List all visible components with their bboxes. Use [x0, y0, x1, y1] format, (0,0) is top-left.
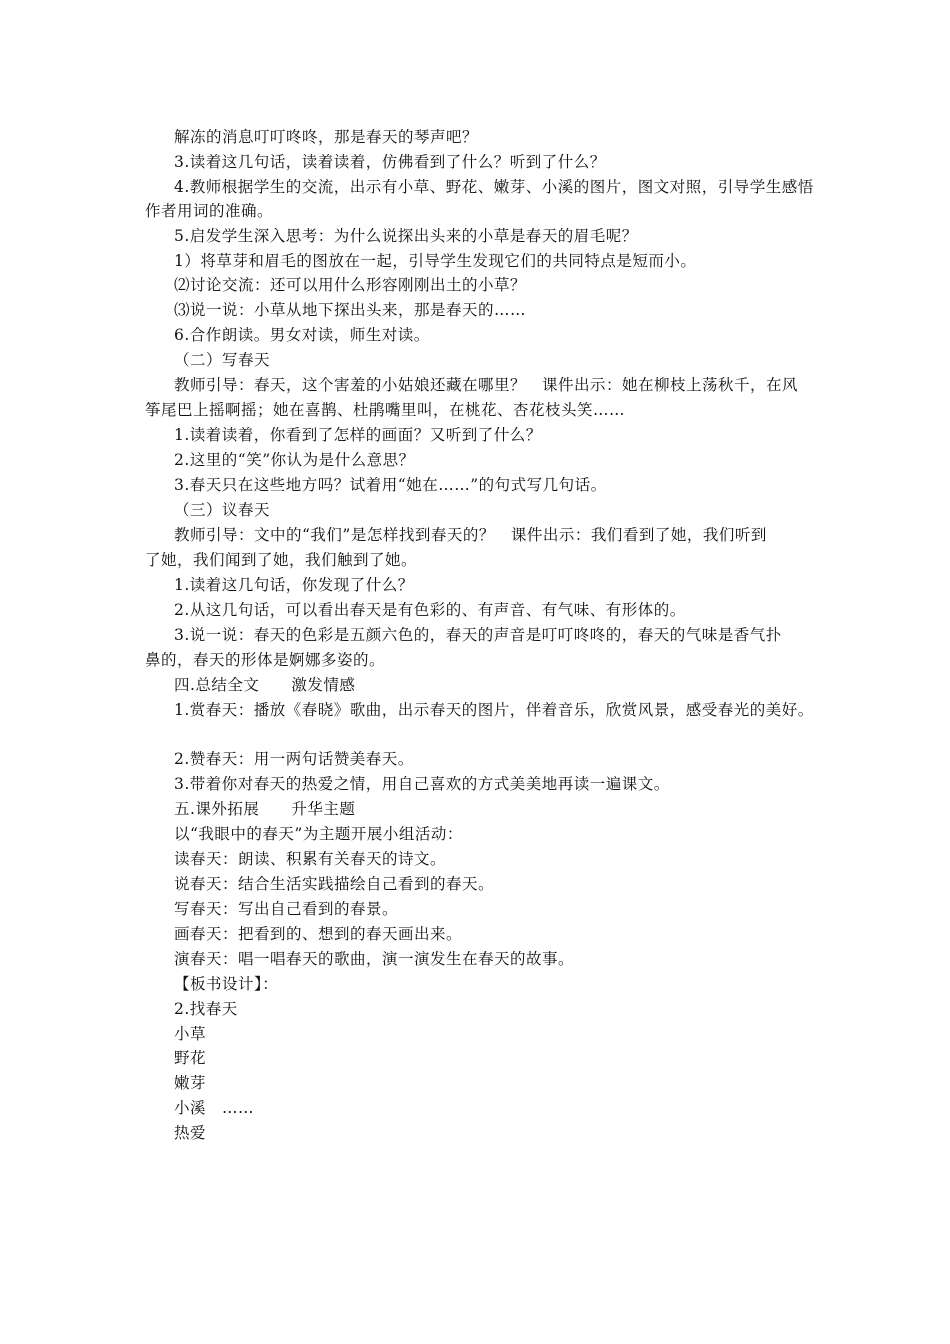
text-line: 3.春天只在这些地方吗？试着用“她在……”的句式写几句话。	[174, 476, 607, 494]
text-line: 鼻的，春天的形体是婀娜多姿的。	[145, 651, 386, 669]
text-line: 热爱	[174, 1124, 207, 1142]
text-line: 2.赞春天：用一两句话赞美春天。	[174, 750, 414, 768]
text-line: 3.读着这几句话，读着读着，仿佛看到了什么？听到了什么？	[174, 153, 606, 171]
text-line: 1.读着读着，你看到了怎样的画面？又听到了什么？	[174, 426, 542, 444]
text-line: 教师引导：文中的“我们”是怎样找到春天的？ 课件出示：我们看到了她，我们听到	[174, 526, 767, 544]
text-line: 2.找春天	[174, 1000, 238, 1018]
text-line: 说春天：结合生活实践描绘自己看到的春天。	[174, 875, 495, 893]
text-line: 以“我眼中的春天”为主题开展小组活动：	[174, 825, 463, 843]
text-line: 1）将草芽和眉毛的图放在一起，引导学生发现它们的共同特点是短而小。	[174, 252, 697, 270]
text-line: 4.教师根据学生的交流，出示有小草、野花、嫩芽、小溪的图片，图文对照，引导学生感悟	[174, 178, 814, 196]
text-line: 写春天：写出自己看到的春景。	[174, 900, 399, 918]
text-line: ⑶说一说：小草从地下探出头来，那是春天的……	[174, 301, 527, 319]
text-line: 画春天：把看到的、想到的春天画出来。	[174, 925, 463, 943]
text-line: 读春天：朗读、积累有关春天的诗文。	[174, 850, 447, 868]
section-heading: 四.总结全文 激发情感	[174, 676, 356, 694]
text-line: 1.赏春天：播放《春晓》歌曲，出示春天的图片，伴着音乐，欣赏风景，感受春光的美好。	[174, 701, 814, 719]
text-line: 2.这里的“笑”你认为是什么意思？	[174, 451, 415, 469]
text-line: 小溪 ……	[174, 1099, 255, 1117]
text-line: 作者用词的准确。	[145, 202, 274, 220]
text-line: 教师引导：春天，这个害羞的小姑娘还藏在哪里？ 课件出示：她在柳枝上荡秋千，在风	[174, 376, 799, 394]
section-heading: 【板书设计】：	[174, 975, 279, 993]
text-line: 嫩芽	[174, 1074, 207, 1092]
text-line: 5.启发学生深入思考：为什么说探出头来的小草是春天的眉毛呢？	[174, 227, 638, 245]
text-line: 2.从这几句话，可以看出春天是有色彩的、有声音、有气味、有形体的。	[174, 601, 686, 619]
text-line: 3.带着你对春天的热爱之情，用自己喜欢的方式美美地再读一遍课文。	[174, 775, 670, 793]
text-line: 筝尾巴上摇啊摇；她在喜鹊、杜鹃嘴里叫，在桃花、杏花枝头笑……	[145, 401, 626, 419]
section-heading: 五.课外拓展 升华主题	[174, 800, 356, 818]
text-line: 3.说一说：春天的色彩是五颜六色的，春天的声音是叮叮咚咚的，春天的气味是香气扑	[174, 626, 782, 644]
section-heading: （二）写春天	[174, 351, 271, 369]
text-line: 6.合作朗读。男女对读，师生对读。	[174, 326, 430, 344]
section-heading: （三）议春天	[174, 501, 271, 519]
text-line: 1.读着这几句话，你发现了什么？	[174, 576, 414, 594]
text-line: ⑵讨论交流：还可以用什么形容刚刚出土的小草？	[174, 276, 527, 294]
text-line: 了她，我们闻到了她，我们触到了她。	[145, 551, 418, 569]
text-line: 小草	[174, 1025, 207, 1043]
text-line: 演春天：唱一唱春天的歌曲，演一演发生在春天的故事。	[174, 950, 575, 968]
text-line: 解冻的消息叮叮咚咚，那是春天的琴声吧？	[174, 128, 479, 146]
text-line: 野花	[174, 1049, 207, 1067]
